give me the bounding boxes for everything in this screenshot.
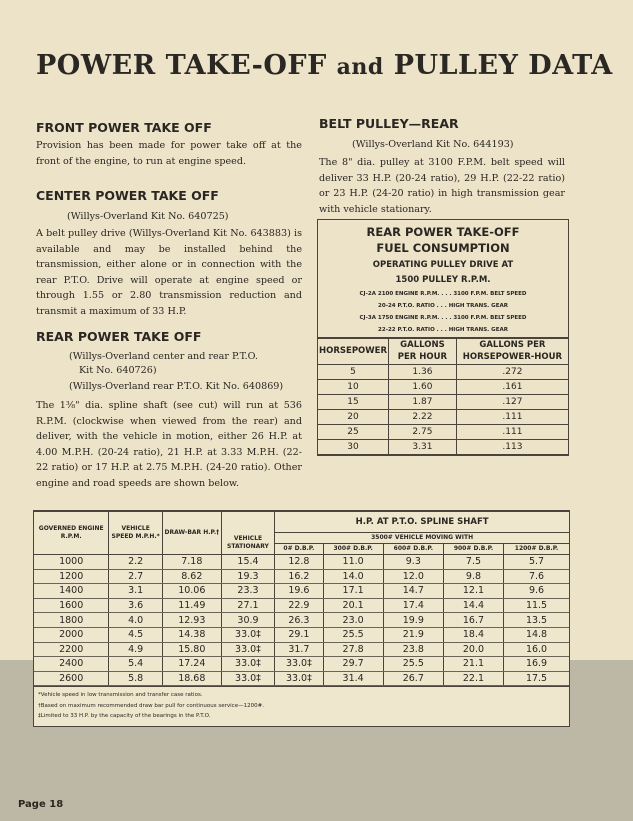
table-cell: 17.5 bbox=[504, 671, 569, 686]
table-cell: 10.06 bbox=[162, 584, 221, 599]
page-title bbox=[36, 50, 613, 81]
center-pto-heading: CENTER POWER TAKE OFF bbox=[36, 188, 219, 203]
table-cell: 7.5 bbox=[443, 555, 503, 570]
table-cell: 7.6 bbox=[504, 569, 569, 584]
table-cell: .111 bbox=[456, 410, 568, 425]
table-cell: 9.3 bbox=[383, 555, 443, 570]
table-cell: 11.0 bbox=[323, 555, 383, 570]
table-cell: 2200 bbox=[34, 642, 109, 657]
table-cell: 3.1 bbox=[109, 584, 163, 599]
table-cell: 1.36 bbox=[389, 365, 457, 380]
table-cell: .161 bbox=[456, 380, 568, 395]
rear-pto-text: The 1⅜" dia. spline shaft (see cut) will run at 536 R.P.M. (clockwise when viewed from the rear) and deliver, with the vehicle in motion, either 26 H.P. at 4.00 M.P.H. (20-24 ratio), 21 H.P. at 3.33 M.P.H. (22-22 ratio) or 17 H.P. at 2.75 M.P.H. (24-20 ratio). Other engine and road speeds are shown below. bbox=[36, 400, 302, 489]
table-row bbox=[34, 569, 569, 584]
table-cell: 4.5 bbox=[109, 627, 163, 642]
footnote: *Vehicle speed in low transmission and transfer case ratios. bbox=[38, 692, 203, 699]
table-cell: 23.3 bbox=[221, 584, 275, 599]
table-cell: 15.80 bbox=[162, 642, 221, 657]
table-cell: 25 bbox=[318, 425, 389, 440]
col-drawbar: DRAW-BAR H.P.† bbox=[162, 512, 221, 555]
table-cell: 26.3 bbox=[275, 613, 323, 628]
rear-pto-kit1b: Kit No. 640726) bbox=[79, 365, 157, 376]
table-cell: 33.0‡ bbox=[275, 671, 323, 686]
table-cell: 5.7 bbox=[504, 555, 569, 570]
table-cell: 7.18 bbox=[162, 555, 221, 570]
group-header: H.P. AT P.T.O. SPLINE SHAFT bbox=[275, 512, 569, 533]
moving-header: 3500# VEHICLE MOVING WITH bbox=[275, 533, 569, 544]
table-cell: 16.7 bbox=[443, 613, 503, 628]
center-pto-text: A belt pulley drive (Willys-Overland Kit No. 643883) is available and may be installed behind the transmission, either alone or in connection with the rear P.T.O. Drive will operate at engine speed or through 1.55 or 2.80 transmission reduction and transmit a maximum of 33 H.P. bbox=[36, 228, 302, 317]
table-cell: 16.9 bbox=[504, 657, 569, 672]
table-row bbox=[34, 584, 569, 599]
table-cell: 26.7 bbox=[383, 671, 443, 686]
table-cell: 21.1 bbox=[443, 657, 503, 672]
table-row bbox=[318, 410, 568, 425]
table-cell: 12.93 bbox=[162, 613, 221, 628]
table-cell: 29.7 bbox=[323, 657, 383, 672]
table-cell: 25.5 bbox=[323, 627, 383, 642]
table-cell: 4.9 bbox=[109, 642, 163, 657]
table-row bbox=[318, 425, 568, 440]
table-cell: 11.5 bbox=[504, 598, 569, 613]
table-cell: 5.4 bbox=[109, 657, 163, 672]
table-cell: 1600 bbox=[34, 598, 109, 613]
table-cell: 2000 bbox=[34, 627, 109, 642]
table-cell: 19.9 bbox=[383, 613, 443, 628]
fuel-col-header: GALLONS PER HORSEPOWER-HOUR bbox=[456, 339, 568, 365]
table-cell: 20.0 bbox=[443, 642, 503, 657]
table-row bbox=[34, 555, 569, 570]
fuel-sub-2: 1500 PULLEY R.P.M. bbox=[395, 275, 491, 285]
rear-pto-kit2: (Willys-Overland rear P.T.O. Kit No. 640869) bbox=[69, 381, 284, 392]
col-speed: VEHICLE SPEED M.P.H.* bbox=[109, 512, 163, 555]
table-cell: 30.9 bbox=[221, 613, 275, 628]
fuel-title-2: FUEL CONSUMPTION bbox=[376, 241, 510, 255]
table-cell: 22.9 bbox=[275, 598, 323, 613]
table-cell: .272 bbox=[456, 365, 568, 380]
table-cell: 16.2 bbox=[275, 569, 323, 584]
title-and: and bbox=[336, 54, 384, 80]
title-tail: PULLEY DATA bbox=[393, 50, 613, 81]
table-cell: 2600 bbox=[34, 671, 109, 686]
table-cell: 1800 bbox=[34, 613, 109, 628]
table-cell: 2400 bbox=[34, 657, 109, 672]
table-cell: 12.8 bbox=[275, 555, 323, 570]
cj2a-line-2: 20-24 P.T.O. RATIO . . . HIGH TRANS. GEAR bbox=[378, 303, 508, 309]
cj3a-line-1: CJ-3A 1750 ENGINE R.P.M. . . . 3100 F.P.M. BELT SPEED bbox=[359, 315, 527, 321]
page-number: Page 18 bbox=[18, 799, 64, 810]
footnote: †Based on maximum recommended draw bar pull for continuous service—1200#. bbox=[38, 702, 264, 709]
col-blank bbox=[221, 512, 275, 533]
front-pto-text: Provision has been made for power take off at the front of the engine, to run at engine speed. bbox=[36, 140, 302, 167]
col-stationary: VEHICLE STATIONARY bbox=[221, 533, 275, 555]
table-cell: 13.5 bbox=[504, 613, 569, 628]
table-cell: 21.9 bbox=[383, 627, 443, 642]
table-cell: 15 bbox=[318, 395, 389, 410]
table-cell: 5.8 bbox=[109, 671, 163, 686]
table-cell: 22.1 bbox=[443, 671, 503, 686]
table-cell: 27.8 bbox=[323, 642, 383, 657]
table-row bbox=[34, 627, 569, 642]
table-cell: .113 bbox=[456, 440, 568, 455]
belt-pulley-heading: BELT PULLEY—REAR bbox=[319, 116, 459, 131]
table-cell: 1.87 bbox=[389, 395, 457, 410]
cj2a-line-1: CJ-2A 2100 ENGINE R.P.M. . . . 3100 F.P.M. BELT SPEED bbox=[359, 291, 527, 297]
table-cell: 3.31 bbox=[389, 440, 457, 455]
table-cell: 8.62 bbox=[162, 569, 221, 584]
table-row bbox=[34, 613, 569, 628]
table-row bbox=[34, 598, 569, 613]
fuel-sub-1: OPERATING PULLEY DRIVE AT bbox=[372, 260, 514, 270]
table-cell: 1200 bbox=[34, 569, 109, 584]
rear-pto-heading: REAR POWER TAKE OFF bbox=[36, 329, 202, 344]
table-cell: .111 bbox=[456, 425, 568, 440]
table-cell: 12.0 bbox=[383, 569, 443, 584]
col-rpm: GOVERNED ENGINE R.P.M. bbox=[34, 512, 109, 555]
fuel-title-1: REAR POWER TAKE-OFF bbox=[366, 225, 520, 239]
table-cell: 30 bbox=[318, 440, 389, 455]
cj3a-line-2: 22-22 P.T.O. RATIO . . . HIGH TRANS. GEAR bbox=[378, 327, 508, 333]
table-cell: 2.75 bbox=[389, 425, 457, 440]
table-cell: 20 bbox=[318, 410, 389, 425]
dbp-col-header: 300# D.B.P. bbox=[323, 544, 383, 555]
table-cell: 1000 bbox=[34, 555, 109, 570]
table-cell: 12.1 bbox=[443, 584, 503, 599]
table-cell: 33.0‡ bbox=[221, 657, 275, 672]
table-cell: 14.7 bbox=[383, 584, 443, 599]
table-row bbox=[34, 671, 569, 686]
dbp-col-header: 600# D.B.P. bbox=[383, 544, 443, 555]
table-cell: 20.1 bbox=[323, 598, 383, 613]
table-cell: 15.4 bbox=[221, 555, 275, 570]
rear-pto-kit1a: (Willys-Overland center and rear P.T.O. bbox=[69, 351, 258, 362]
table-cell: 9.8 bbox=[443, 569, 503, 584]
table-cell: 29.1 bbox=[275, 627, 323, 642]
table-cell: 2.2 bbox=[109, 555, 163, 570]
table-cell: 11.49 bbox=[162, 598, 221, 613]
front-pto-heading: FRONT POWER TAKE OFF bbox=[36, 120, 212, 135]
table-cell: 16.0 bbox=[504, 642, 569, 657]
pto-hp-table bbox=[33, 510, 570, 727]
table-cell: 14.4 bbox=[443, 598, 503, 613]
table-cell: 23.0 bbox=[323, 613, 383, 628]
table-cell: 9.6 bbox=[504, 584, 569, 599]
table-cell: 17.24 bbox=[162, 657, 221, 672]
table-cell: 2.7 bbox=[109, 569, 163, 584]
table-row bbox=[318, 380, 568, 395]
table-cell: 31.7 bbox=[275, 642, 323, 657]
table-cell: 4.0 bbox=[109, 613, 163, 628]
table-cell: 31.4 bbox=[323, 671, 383, 686]
table-cell: 14.0 bbox=[323, 569, 383, 584]
dbp-col-header: 0# D.B.P. bbox=[275, 544, 323, 555]
table-cell: 3.6 bbox=[109, 598, 163, 613]
table-cell: 17.1 bbox=[323, 584, 383, 599]
table-cell: 33.0‡ bbox=[221, 627, 275, 642]
table-cell: 17.4 bbox=[383, 598, 443, 613]
table-cell: 1400 bbox=[34, 584, 109, 599]
table-row bbox=[318, 395, 568, 410]
table-cell: .127 bbox=[456, 395, 568, 410]
table-row bbox=[34, 657, 569, 672]
table-row bbox=[318, 440, 568, 455]
table-cell: 14.8 bbox=[504, 627, 569, 642]
table-cell: 33.0‡ bbox=[275, 657, 323, 672]
table-cell: 14.38 bbox=[162, 627, 221, 642]
dbp-col-header: 900# D.B.P. bbox=[443, 544, 503, 555]
table-cell: 18.4 bbox=[443, 627, 503, 642]
table-cell: 25.5 bbox=[383, 657, 443, 672]
fuel-consumption-table bbox=[317, 219, 569, 456]
table-cell: 33.0‡ bbox=[221, 671, 275, 686]
table-row bbox=[34, 642, 569, 657]
table-cell: 1.60 bbox=[389, 380, 457, 395]
table-cell: 23.8 bbox=[383, 642, 443, 657]
footnote: ‡Limited to 33 H.P. by the capacity of the bearings in the P.T.O. bbox=[38, 713, 211, 720]
table-cell: 5 bbox=[318, 365, 389, 380]
dbp-col-header: 1200# D.B.P. bbox=[504, 544, 569, 555]
title-main: POWER TAKE-OFF bbox=[36, 50, 327, 81]
table-row bbox=[318, 365, 568, 380]
fuel-col-header: GALLONS PER HOUR bbox=[389, 339, 457, 365]
belt-pulley-kit: (Willys-Overland Kit No. 644193) bbox=[352, 139, 514, 150]
table-cell: 2.22 bbox=[389, 410, 457, 425]
table-cell: 18.68 bbox=[162, 671, 221, 686]
fuel-col-header: HORSEPOWER bbox=[318, 339, 389, 365]
footnotes bbox=[34, 686, 569, 726]
table-cell: 19.6 bbox=[275, 584, 323, 599]
table-cell: 10 bbox=[318, 380, 389, 395]
belt-pulley-text: The 8" dia. pulley at 3100 F.P.M. belt speed will deliver 33 H.P. (20-24 ratio), 29 H.P. (22-22 ratio) or 23 H.P. (24-20 ratio) in high transmission gear with vehicle stationary. bbox=[319, 157, 565, 215]
table-cell: 33.0‡ bbox=[221, 642, 275, 657]
table-cell: 27.1 bbox=[221, 598, 275, 613]
center-pto-kit: (Willys-Overland Kit No. 640725) bbox=[67, 211, 229, 222]
table-cell: 19.3 bbox=[221, 569, 275, 584]
